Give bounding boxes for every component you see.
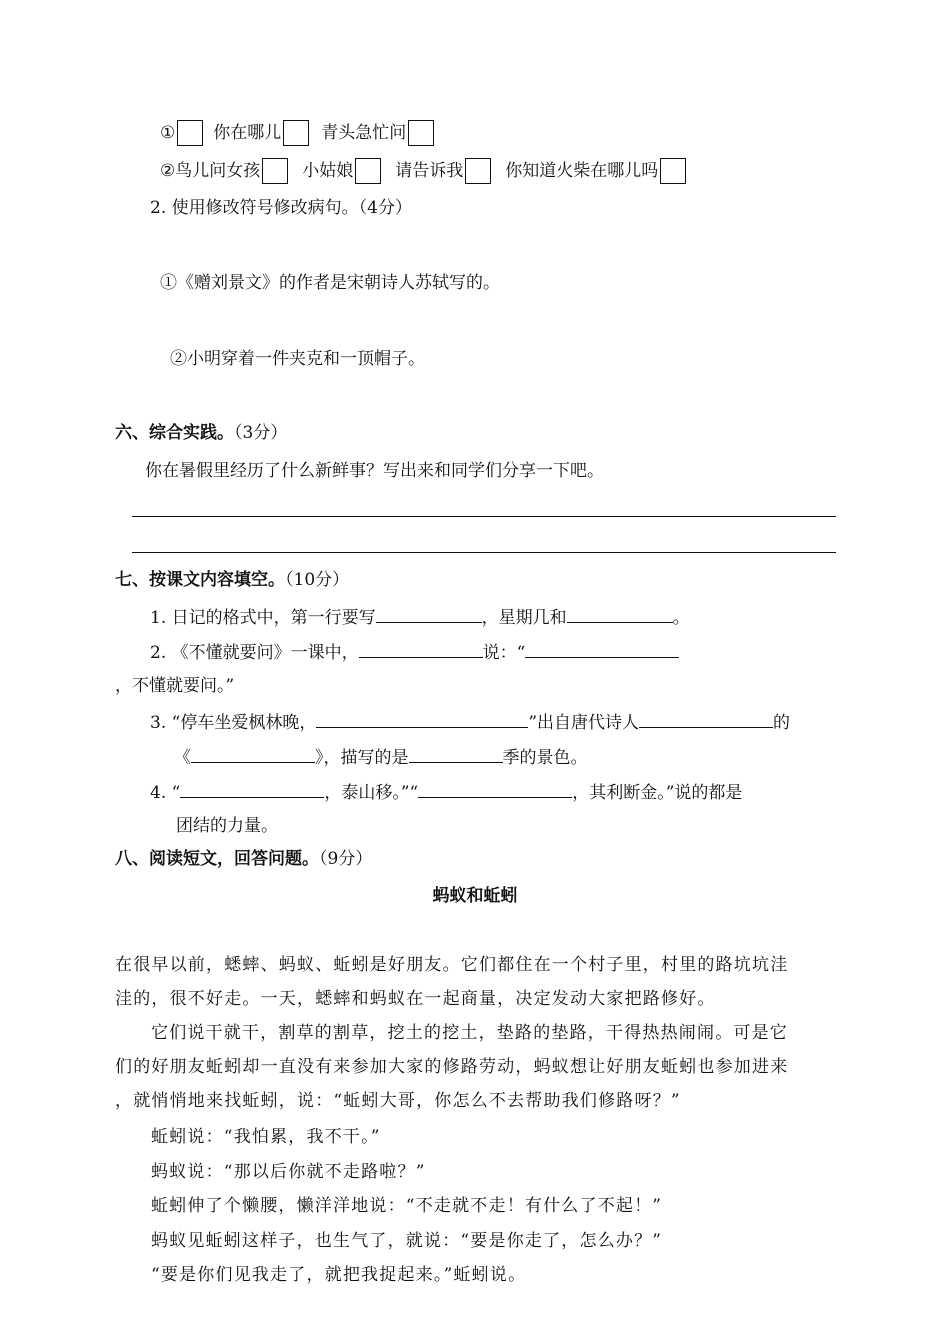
- fill-blank[interactable]: [359, 639, 483, 658]
- sentence-fragment: 青头急忙问: [321, 123, 407, 143]
- fill-item-2-cont: ，不懂就要问。”: [115, 676, 235, 696]
- section-points: （3分）: [234, 423, 288, 443]
- fill-item-3: [150, 709, 790, 735]
- item-text: 4. “: [150, 783, 181, 803]
- writing-line[interactable]: [132, 552, 836, 553]
- item-text: ，其利断金。”说的都是: [572, 783, 743, 803]
- fill-blank[interactable]: [376, 604, 482, 623]
- fill-blank[interactable]: [567, 604, 673, 623]
- section-7-heading: [115, 568, 349, 592]
- punct-line-2: [160, 158, 688, 184]
- item-text: 说：“: [482, 643, 526, 663]
- section-6-prompt: 你在暑假里经历了什么新鲜事？写出来和同学们分享一下吧。: [145, 461, 604, 481]
- fill-blank[interactable]: [191, 744, 315, 763]
- story-paragraph-line: 它们说干就干，割草的割草，挖土的挖土，垫路的垫路，干得热热闹闹。可是它: [151, 1023, 788, 1043]
- sentence-fragment: 你在哪儿: [213, 123, 282, 143]
- circle-number: ①: [160, 123, 176, 143]
- section-6-heading: [115, 421, 287, 445]
- answer-box[interactable]: [465, 158, 491, 184]
- punct-line-1: [160, 120, 436, 146]
- answer-box[interactable]: [177, 120, 203, 146]
- fill-blank[interactable]: [409, 744, 503, 763]
- fill-item-4-cont: 团结的力量。: [176, 816, 278, 836]
- section-points: （10分）: [285, 570, 350, 590]
- fill-item-4: [150, 779, 742, 805]
- faulty-sentence-2: ②小明穿着一件夹克和一顶帽子。: [170, 349, 425, 369]
- sentence-fragment: 你知道火柴在哪儿吗: [505, 161, 659, 181]
- item-text: ”出自唐代诗人: [528, 713, 640, 733]
- dialogue-line: 蚂蚁见蚯蚓这样子，也生气了，就说：“要是你走了，怎么办？”: [151, 1231, 663, 1251]
- story-title: 蚂蚁和蚯蚓: [432, 886, 518, 906]
- item-text: 的: [773, 713, 791, 733]
- item-text: 2. 《不懂就要问》一课中，: [150, 643, 359, 663]
- fill-blank[interactable]: [180, 779, 324, 798]
- dialogue-line: 蚯蚓伸了个懒腰，懒洋洋地说：“不走就不走！有什么了不起！”: [151, 1196, 663, 1216]
- fill-blank[interactable]: [418, 779, 572, 798]
- story-paragraph-line: 们的好朋友蚯蚓却一直没有来参加大家的修路劳动，蚂蚁想让好朋友蚯蚓也参加进来: [115, 1057, 789, 1077]
- answer-box[interactable]: [408, 120, 434, 146]
- answer-box[interactable]: [660, 158, 686, 184]
- section-8-heading: [115, 847, 372, 871]
- writing-line[interactable]: [132, 516, 836, 517]
- answer-box[interactable]: [283, 120, 309, 146]
- story-paragraph-line: 洼的，很不好走。一天，蟋蟀和蚂蚁在一起商量，决定发动大家把路修好。: [115, 989, 716, 1009]
- story-paragraph-line: 在很早以前，蟋蟀、蚂蚁、蚯蚓是好朋友。它们都住在一个村子里，村里的路坑坑洼: [115, 955, 789, 975]
- item-text: 。: [672, 608, 690, 628]
- item-text: 季的景色。: [502, 748, 588, 768]
- sentence-fragment: 请告诉我: [395, 161, 464, 181]
- fill-item-3-cont: [174, 744, 588, 770]
- item-text: 3. “停车坐爱枫林晚，: [150, 713, 317, 733]
- fill-blank[interactable]: [316, 709, 528, 728]
- item-text: 1. 日记的格式中，第一行要写: [150, 608, 376, 628]
- sentence-fragment: 鸟儿问女孩: [175, 161, 261, 181]
- fill-item-1: [150, 604, 690, 630]
- sentence-fragment: 小姑娘: [302, 161, 354, 181]
- story-paragraph-line: ，就悄悄地来找蚯蚓，说：“蚯蚓大哥，你怎么不去帮助我们修路呀？”: [115, 1091, 681, 1111]
- item-text: ，星期几和: [481, 608, 567, 628]
- section-points: （9分）: [319, 849, 373, 869]
- question-2-label: 2. 使用修改符号修改病句。（4分）: [150, 198, 412, 218]
- item-text: ，泰山移。”“: [324, 783, 419, 803]
- fill-item-2: [150, 639, 679, 665]
- section-title: 七、按课文内容填空。: [115, 570, 285, 590]
- faulty-sentence-1: ①《赠刘景文》的作者是宋朝诗人苏轼写的。: [160, 273, 500, 293]
- item-text: 》，描写的是: [315, 748, 409, 768]
- fill-blank[interactable]: [525, 639, 679, 658]
- section-title: 八、阅读短文，回答问题。: [115, 849, 319, 869]
- fill-blank[interactable]: [639, 709, 773, 728]
- answer-box[interactable]: [262, 158, 288, 184]
- answer-box[interactable]: [355, 158, 381, 184]
- dialogue-line: 蚂蚁说：“那以后你就不走路啦？”: [151, 1162, 426, 1182]
- item-text: 《: [174, 748, 191, 768]
- circle-number: ②: [160, 161, 176, 181]
- dialogue-line: “要是你们见我走了，就把我捉起来。”蚯蚓说。: [151, 1265, 527, 1285]
- section-title: 六、综合实践。: [115, 423, 234, 443]
- dialogue-line: 蚯蚓说：“我怕累，我不干。”: [151, 1127, 381, 1147]
